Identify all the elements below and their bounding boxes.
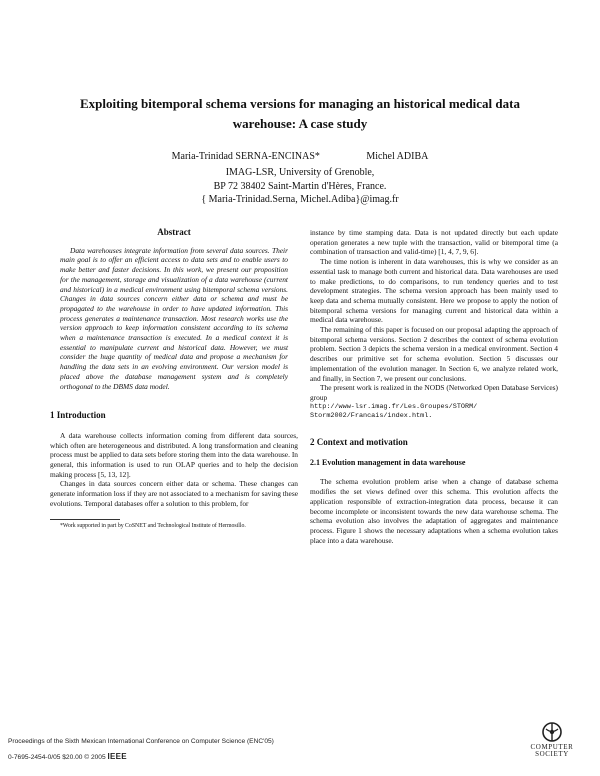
author-1: Maria-Trinidad SERNA-ENCINAS* (171, 151, 320, 162)
affiliation-line-2: BP 72 38402 Saint-Martin d'Hères, France. (213, 180, 387, 192)
abstract-heading: Abstract (157, 227, 191, 237)
footnote-rule (50, 519, 120, 520)
abstract-text: Data warehouses integrate information from several data sources. Their main goal is to offer an efficient access to data sets and to enable users to make better and faster decisions. In this work, we present our proposition for the management, storage and visualization of a data warehouse (current and historical) in a medical environment using bitemporal schema versions. Changes in data sources concern either data or schema and must be propagated to the warehouse in order to have updated information. This process generates a maintenance transaction. Most research works use the version approach to keep information consistent according to its schema when a maintenance transaction is executed. In a medical context it is essential to manipulate current and historical data. However, we must consider the huge quantity of medical data and propose a mechanism for handling the data sets in an evolving environment. Our version model is placed above the database management system and is completely orthogonal to the DBMS data model. (60, 245, 288, 391)
affiliation-line-1: IMAG-LSR, University of Grenoble, (225, 167, 375, 178)
right-paragraph-1: instance by time stamping data. Data is not updated directly but each update operation generates a new tuple with the transaction, valid or bitemporal time (a combination of transaction and valid-time) [1, 4, 7, 9, 6]. (310, 228, 558, 257)
intro-paragraph-2: Changes in data sources concern either data or schema. These changes can generate information loss if they are not associated to a mechanism for saving these evolutions. Temporal databases offer a solution to this problem, for (50, 479, 298, 508)
intro-paragraph-1: A data warehouse collects information coming from different data sources, which often are heterogeneous and distributed. A long transformation and cleaning process must be applied to data sets before storing them into the data warehouse. In general, this information is used to run OLAP queries and to help the decision making process [5, 13, 12]. (50, 430, 298, 479)
left-column (50, 228, 298, 530)
affiliation (100, 166, 500, 207)
isbn-text: 0-7695-2454-0/05 $20.00 © 2005 (8, 754, 106, 761)
proceedings-footer: Proceedings of the Sixth Mexican International Conference on Computer Science (ENC'05) (8, 738, 274, 745)
right-paragraph-2: The time notion is inherent in data warehouses, this is why we consider as an essential task to manage both current and historical data. Data warehouses are used to make predictions, to do comparisons, to run tendency queries and to test development strategies. The schema version approach has been mainly used to keep data and schema mutually consistent. Here we propose to apply the notion of bitemporal schema versions for managing current and historical data within a medical data warehouse. (310, 257, 558, 325)
logo-text-computer: COMPUTER (530, 743, 574, 751)
title-line-2: warehouse: A case study (232, 116, 368, 131)
nods-url-line-2[interactable]: Storm2002/Francais/index.html. (310, 412, 433, 421)
section-1-heading: 1 Introduction (50, 410, 106, 421)
title-line-1: Exploiting bitemporal schema versions for managing an historical medical data (80, 96, 520, 111)
computer-society-logo (512, 720, 592, 770)
section-2-heading: 2 Context and motivation (310, 437, 408, 448)
computer-society-emblem-icon (541, 720, 563, 744)
affiliation-emails: { Maria-Trinidad.Serna, Michel.Adiba}@imag.fr (201, 194, 399, 205)
authors (60, 150, 540, 163)
ieee-logo-text: IEEE (107, 752, 127, 761)
section-2-1-heading: 2.1 Evolution management in data warehouse (310, 457, 466, 467)
isbn-footer (8, 752, 127, 761)
logo-text-society: SOCIETY (535, 750, 569, 758)
right-column (310, 228, 558, 545)
author-2: Michel ADIBA (366, 151, 429, 162)
nods-url-line-1[interactable]: http://www-lsr.imag.fr/Les.Groupes/STORM/ (310, 402, 478, 411)
right-paragraph-3: The remaining of this paper is focused on our proposal adapting the approach of bitemporal schema versions. Section 2 describes the context of schema evolution problem. Section 3 depicts the schema version in a medical environment. Section 4 describes our primitive set for schema evolution. Section 5 discusses our implementation of the evolution manager. In Section 6, we analyze related work, and finally, in Section 7, we present our conclusions. (310, 325, 558, 383)
paper-title (60, 94, 540, 134)
footnote: *Work supported in part by CoSNET and Technological Institute of Hermosillo. (60, 522, 246, 529)
section-2-1-paragraph: The schema evolution problem arise when a change of database schema modifies the set views defined over this schema. This evolution affects the application responsible of extraction-integration data process, because it can become incomplete or inconsistent towards the new data warehouse schema. The schema evolution also involves the adaptation of aggregates and maintenance process. Figure 1 shows the necessary adaptations when a schema evolution takes place into a data warehouse. (310, 477, 558, 545)
right-paragraph-4: The present work is realized in the NODS (Networked Open Database Services) group (310, 383, 558, 402)
